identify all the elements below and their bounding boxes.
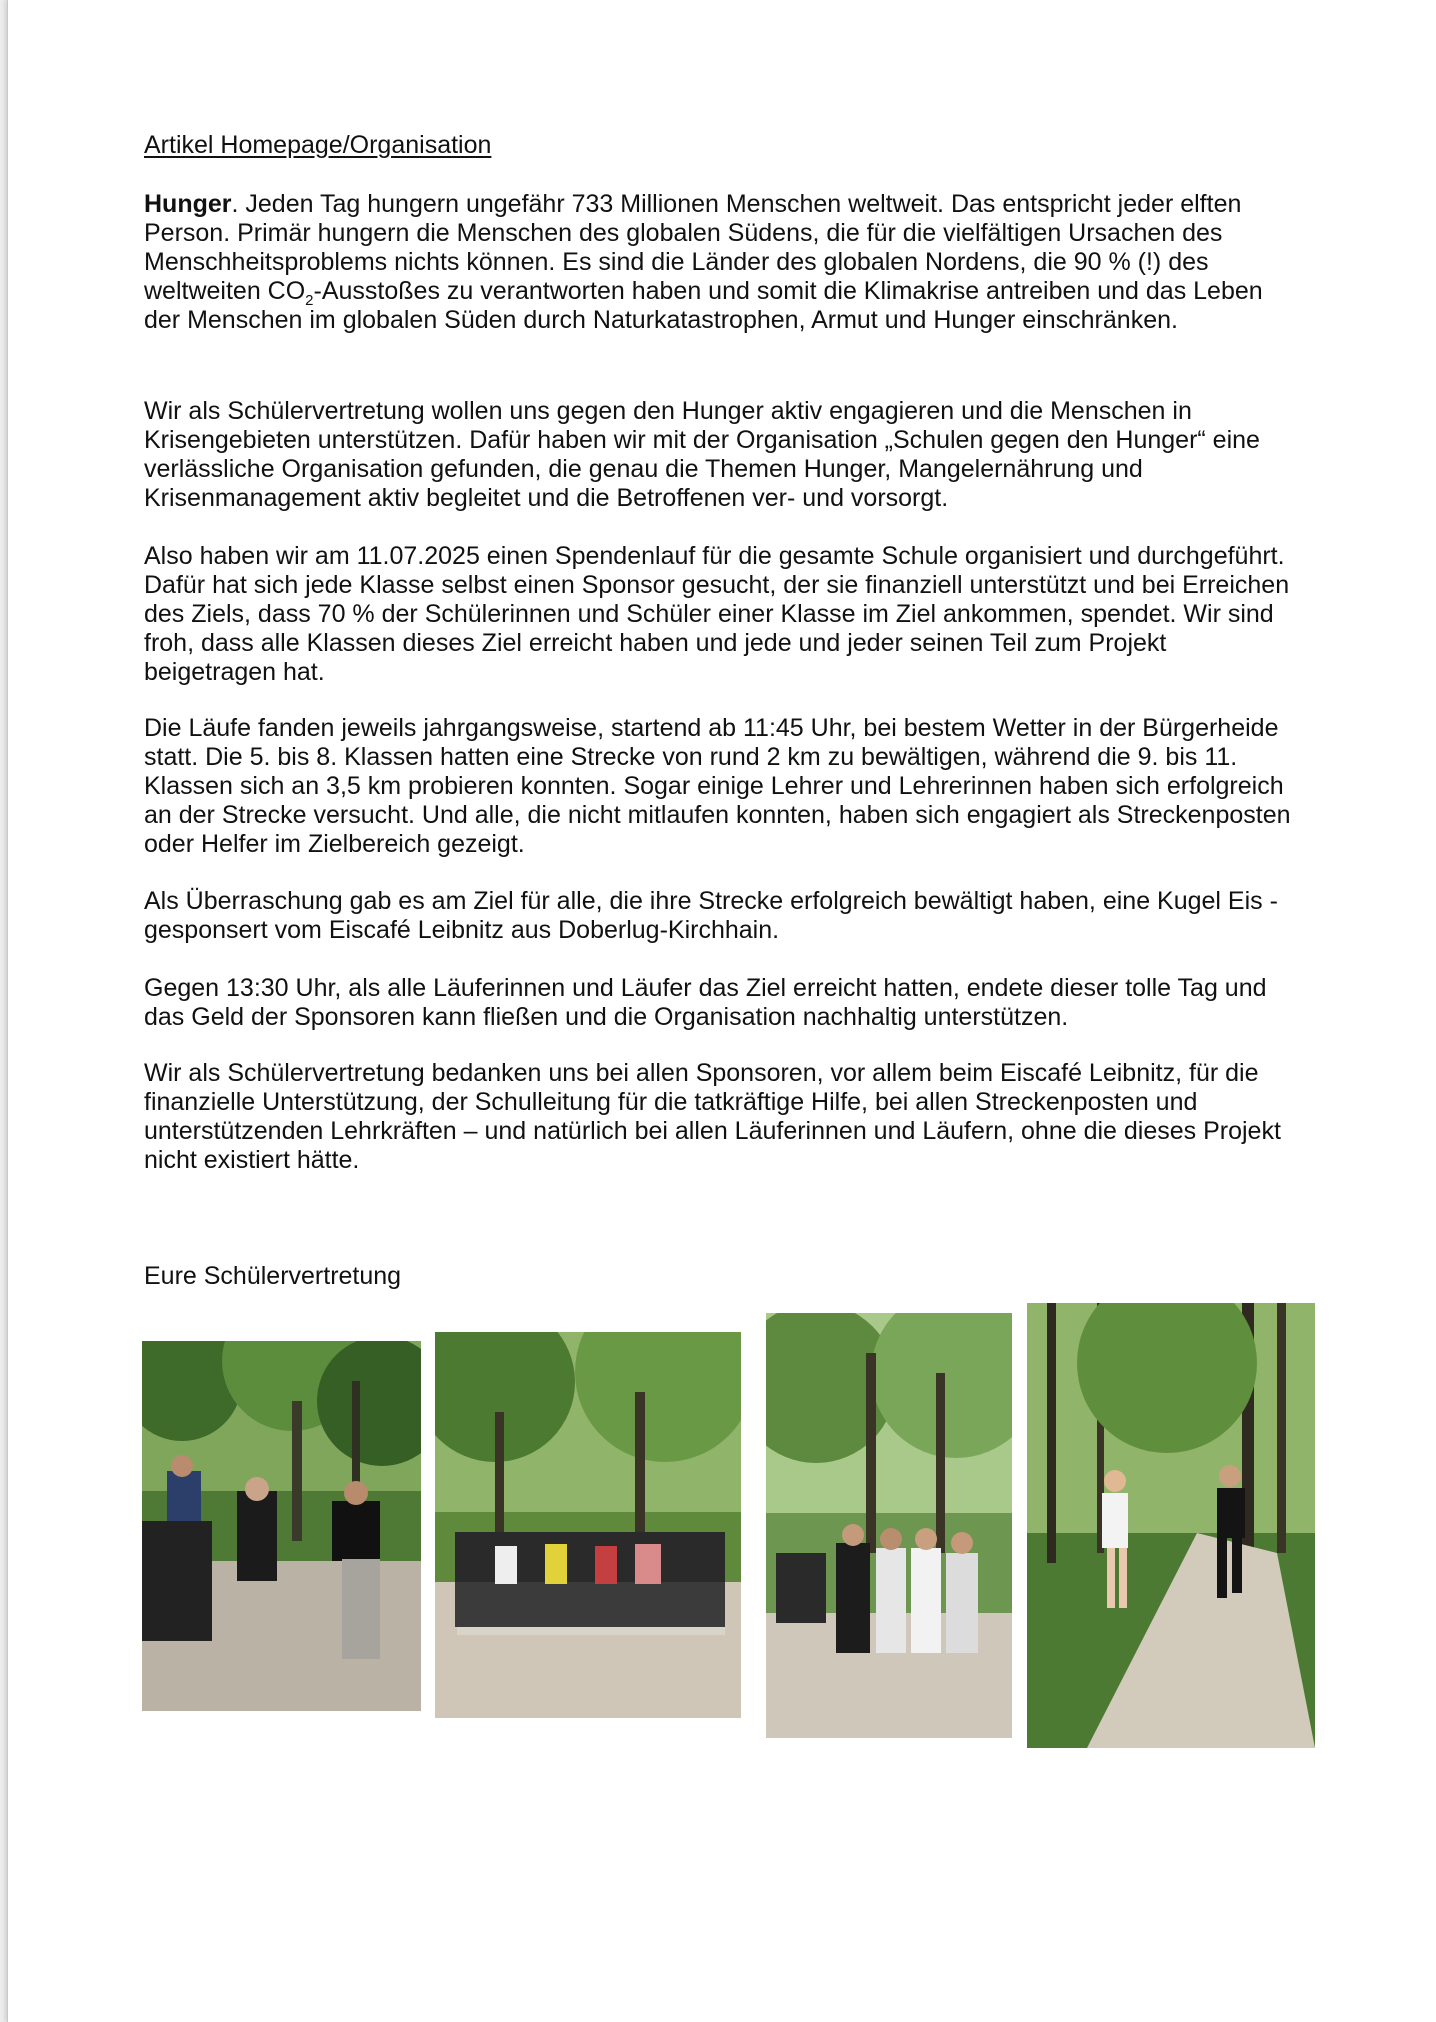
document-page [8, 0, 1436, 2022]
photo-students-group [766, 1313, 1012, 1738]
photo-runners-start [142, 1341, 421, 1711]
paragraph-hunger [144, 190, 1304, 335]
paragraph-ueberraschung: Als Überraschung gab es am Ziel für alle, die ihre Strecke erfolgreich bewältigt haben, eine Kugel Eis - gesponsert vom Eiscafé Leibnitz aus Doberlug-Kirchhain. [144, 887, 1278, 944]
subscript-2: 2 [305, 292, 314, 309]
paragraph-hunger-text-a: . Jeden Tag hungern ungefähr 733 Millionen Menschen weltweit. Das entspricht jeder elften Person. Primär hungern die Menschen des globalen Südens, die für die vielfältigen Ursachen des Menschheitsproblems nichts können. Es sind die Länder des globalen Nordens, die 90 % (!) des weltweiten CO [144, 190, 1242, 305]
photo-class-group [435, 1332, 741, 1718]
paragraph-hunger-text-b: -Ausstoßes zu verantworten haben und somit die Klimakrise antreiben und das Leben der Menschen im globalen Süden durch Naturkatastrophen, Armut und Hunger einschränken. [144, 277, 1263, 334]
paragraph-laeufe: Die Läufe fanden jeweils jahrgangsweise, startend ab 11:45 Uhr, bei bestem Wetter in der Bürgerheide statt. Die 5. bis 8. Klassen hatten eine Strecke von rund 2 km zu bewältigen, während die 9. bis 11. Klassen sich an 3,5 km probieren konnten. Sogar einige Lehrer und Lehrerinnen haben sich erfolgreich an der Strecke versucht. Und alle, die nicht mitlaufen konnten, haben sich engagiert als Streckenposten oder Helfer im Zielbereich gezeigt. [144, 714, 1291, 858]
signature: Eure Schülervertretung [144, 1262, 402, 1290]
paragraph-dank: Wir als Schülervertretung bedanken uns bei allen Sponsoren, vor allem beim Eiscafé Leibnitz, für die finanzielle Unterstützung, der Schulleitung für die tatkräftige Hilfe, bei allen Streckenposten und unterstützenden Lehrkräften – und natürlich bei allen Läuferinnen und Läufern, ohne die dieses Projekt nicht existiert hätte. [144, 1059, 1281, 1174]
bold-lead-word: Hunger [144, 190, 232, 218]
paragraph-schuelervertretung: Wir als Schülervertretung wollen uns gegen den Hunger aktiv engagieren und die Menschen in Krisengebieten unterstützen. Dafür haben wir mit der Organisation „Schulen gegen den Hunger“ eine verlässliche Organisation gefunden, die genau die Themen Hunger, Mangelernährung und Krisenmanagement aktiv begleitet und die Betroffenen ver- und vorsorgt. [144, 397, 1260, 512]
paragraph-spendenlauf: Also haben wir am 11.07.2025 einen Spendenlauf für die gesamte Schule organisiert und durchgeführt. Dafür hat sich jede Klasse selbst einen Sponsor gesucht, der sie finanziell unterstützt und bei Erreichen des Ziels, dass 70 % der Schülerinnen und Schüler einer Klasse im Ziel ankommen, spendet. Wir sind froh, dass alle Klassen dieses Ziel erreicht haben und jede und jeder seinen Teil zum Projekt beigetragen hat. [144, 542, 1290, 686]
document-heading: Artikel Homepage/Organisation [144, 131, 492, 159]
photo-two-runners [1027, 1303, 1315, 1748]
paragraph-ende: Gegen 13:30 Uhr, als alle Läuferinnen und Läufer das Ziel erreicht hatten, endete dieser tolle Tag und das Geld der Sponsoren kann fließen und die Organisation nachhaltig unterstützen. [144, 974, 1267, 1031]
